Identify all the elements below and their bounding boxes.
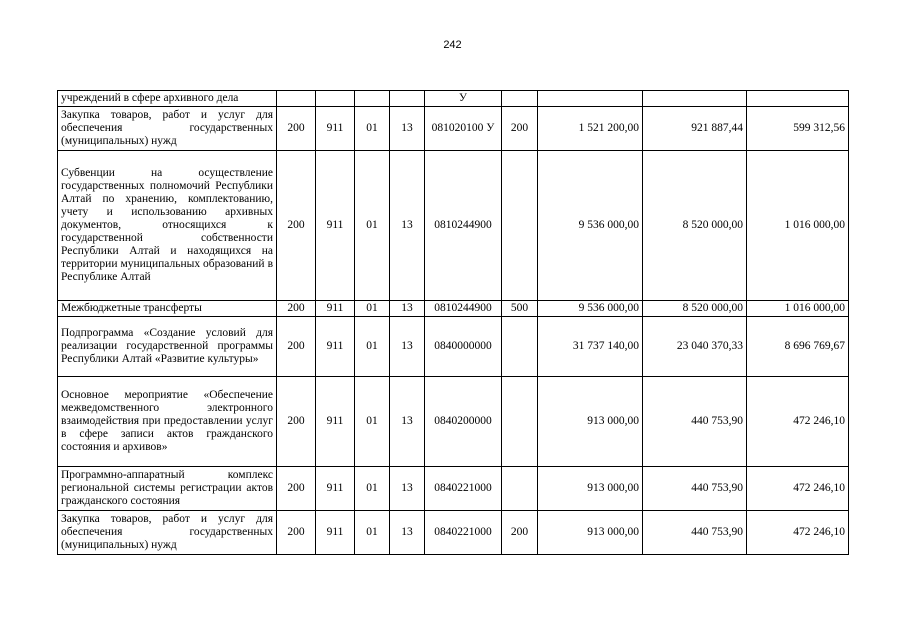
table-row (58, 317, 849, 377)
page-number: 242 (443, 39, 462, 51)
cell-code-2: 911 (316, 151, 355, 301)
cell-code-1: 200 (277, 107, 316, 151)
cell-code-2: 911 (316, 467, 355, 511)
cell-code-3: 01 (355, 151, 390, 301)
cell-target-article: 0810244900 (425, 151, 502, 301)
table-row (58, 151, 849, 301)
cell-sum-2: 921 887,44 (643, 107, 747, 151)
cell-expense-type: 200 (502, 511, 538, 555)
budget-table (57, 90, 849, 555)
cell-sum-3 (747, 91, 849, 107)
cell-expense-type (502, 377, 538, 467)
row-name: учреждений в сфере архивного дела (58, 91, 277, 107)
cell-code-1: 200 (277, 301, 316, 317)
cell-sum-3: 472 246,10 (747, 377, 849, 467)
cell-code-3: 01 (355, 377, 390, 467)
cell-sum-2: 440 753,90 (643, 467, 747, 511)
cell-expense-type (502, 467, 538, 511)
cell-sum-2: 440 753,90 (643, 511, 747, 555)
cell-code-1: 200 (277, 467, 316, 511)
cell-expense-type: 200 (502, 107, 538, 151)
cell-code-4: 13 (390, 467, 425, 511)
cell-sum-2 (643, 91, 747, 107)
cell-code-3: 01 (355, 317, 390, 377)
cell-sum-1: 913 000,00 (538, 377, 643, 467)
row-name: Субвенции на осуществление государственных полномочий Республики Алтай по хранению, комплектованию, учету и использованию архивных документов, относящихся к государственной собственности Республики Алтай и находящихся на территории муниципальных образований в Республике Алтай (58, 151, 277, 301)
cell-code-3: 01 (355, 107, 390, 151)
cell-sum-1: 1 521 200,00 (538, 107, 643, 151)
row-name: Межбюджетные трансферты (58, 301, 277, 317)
cell-target-article: 0840221000 (425, 467, 502, 511)
cell-code-4: 13 (390, 377, 425, 467)
cell-code-1: 200 (277, 511, 316, 555)
cell-sum-3: 1 016 000,00 (747, 151, 849, 301)
cell-code-2 (316, 91, 355, 107)
cell-code-4: 13 (390, 511, 425, 555)
cell-expense-type (502, 317, 538, 377)
cell-code-4: 13 (390, 301, 425, 317)
cell-sum-1: 31 737 140,00 (538, 317, 643, 377)
table-row (58, 511, 849, 555)
cell-target-article: 0840000000 (425, 317, 502, 377)
cell-code-3: 01 (355, 467, 390, 511)
cell-sum-3: 472 246,10 (747, 467, 849, 511)
cell-sum-3: 1 016 000,00 (747, 301, 849, 317)
cell-sum-2: 8 520 000,00 (643, 301, 747, 317)
cell-sum-2: 8 520 000,00 (643, 151, 747, 301)
cell-target-article: 0840221000 (425, 511, 502, 555)
table-row (58, 91, 849, 107)
cell-code-4: 13 (390, 317, 425, 377)
cell-expense-type (502, 91, 538, 107)
table-row (58, 301, 849, 317)
cell-code-4: 13 (390, 107, 425, 151)
cell-code-4 (390, 91, 425, 107)
row-name: Подпрограмма «Создание условий для реализации государственной программы Республики Алтай «Развитие культуры» (58, 317, 277, 377)
cell-code-2: 911 (316, 377, 355, 467)
cell-sum-1 (538, 91, 643, 107)
cell-target-article: 0840200000 (425, 377, 502, 467)
row-name: Программно-аппаратный комплекс региональной системы регистрации актов гражданского состояния (58, 467, 277, 511)
cell-code-1: 200 (277, 317, 316, 377)
cell-code-4: 13 (390, 151, 425, 301)
row-name: Основное мероприятие «Обеспечение межведомственного электронного взаимодействия при предоставлении услуг в сфере записи актов гражданского состояния и архивов» (58, 377, 277, 467)
cell-code-1 (277, 91, 316, 107)
cell-sum-3: 472 246,10 (747, 511, 849, 555)
cell-sum-1: 9 536 000,00 (538, 301, 643, 317)
table-row (58, 107, 849, 151)
cell-sum-1: 913 000,00 (538, 467, 643, 511)
row-name: Закупка товаров, работ и услуг для обеспечения государственных (муниципальных) нужд (58, 511, 277, 555)
table-row (58, 377, 849, 467)
cell-code-3: 01 (355, 511, 390, 555)
row-name: Закупка товаров, работ и услуг для обеспечения государственных (муниципальных) нужд (58, 107, 277, 151)
cell-code-2: 911 (316, 301, 355, 317)
cell-code-2: 911 (316, 317, 355, 377)
cell-code-1: 200 (277, 377, 316, 467)
cell-expense-type: 500 (502, 301, 538, 317)
cell-sum-3: 8 696 769,67 (747, 317, 849, 377)
cell-sum-1: 913 000,00 (538, 511, 643, 555)
cell-code-1: 200 (277, 151, 316, 301)
cell-target-article: 0810244900 (425, 301, 502, 317)
cell-sum-1: 9 536 000,00 (538, 151, 643, 301)
cell-sum-2: 440 753,90 (643, 377, 747, 467)
cell-code-3 (355, 91, 390, 107)
cell-target-article: У (425, 91, 502, 107)
cell-code-2: 911 (316, 511, 355, 555)
table-row (58, 467, 849, 511)
cell-sum-3: 599 312,56 (747, 107, 849, 151)
cell-sum-2: 23 040 370,33 (643, 317, 747, 377)
cell-code-3: 01 (355, 301, 390, 317)
cell-expense-type (502, 151, 538, 301)
cell-code-2: 911 (316, 107, 355, 151)
cell-target-article: 081020100 У (425, 107, 502, 151)
